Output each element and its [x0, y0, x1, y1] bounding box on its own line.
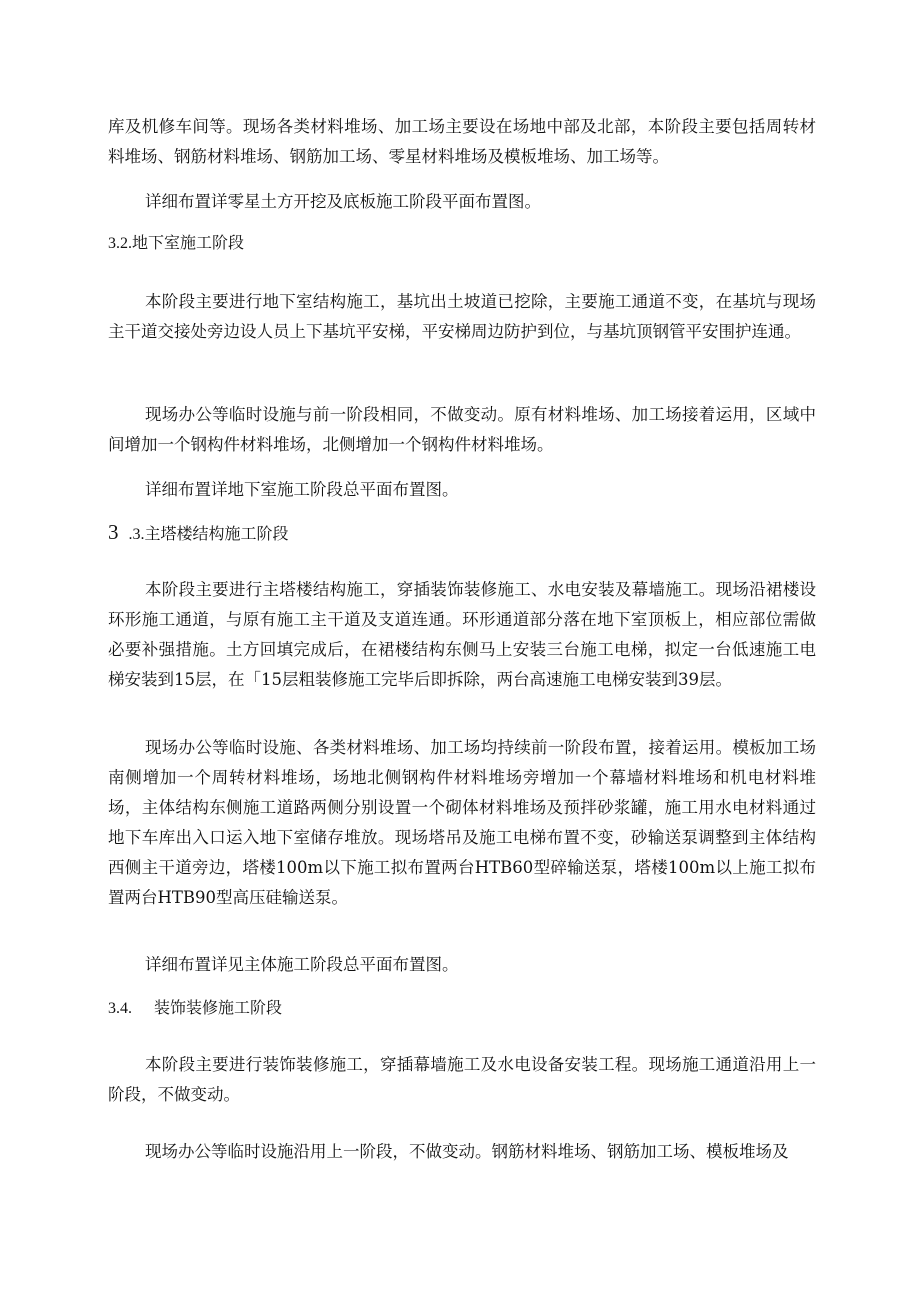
paragraph-10: 现场办公等临时设施沿用上一阶段，不做变动。钢筋材料堆场、钢筋加工场、模板堆场及: [145, 1142, 789, 1161]
paragraph-2: 详细布置详零星土方开挖及底板施工阶段平面布置图。: [145, 192, 541, 211]
paragraph-6: 本阶段主要进行主塔楼结构施工，穿插装饰装修施工、水电安装及幕墙施工。现场沿裙楼设环形施工通道，与原有施工主干道及支道连通。环形通道部分落在地下室顶板上，相应部位需做必要补强措施。土方回填完成后，在裙楼结构东侧马上安装三台施工电梯，拟定一台低速施工电梯安装到15层，在「15层粗装修施工完毕后即拆除，两台高速施工电梯安装到39层。: [108, 580, 816, 689]
heading-3-3-title: 主塔楼结构施工阶段: [144, 524, 289, 543]
heading-3-3-number: .3.: [128, 526, 145, 543]
paragraph-4: 现场办公等临时设施与前一阶段相同，不做变动。原有材料堆场、加工场接着运用，区域中间增加一个钢构件材料堆场，北侧增加一个钢构件材料堆场。: [108, 405, 816, 454]
heading-3-4-number: 3.4.: [108, 1000, 132, 1017]
paragraph-3: 本阶段主要进行地下室结构施工，基坑出土坡道已挖除，主要施工通道不变，在基坑与现场主干道交接处旁边设人员上下基坑平安梯，平安梯周边防护到位，与基坑顶钢管平安围护连通。: [108, 292, 816, 341]
paragraph-8: 详细布置详见主体施工阶段总平面布置图。: [145, 955, 459, 974]
heading-3-2-title: 地下室施工阶段: [132, 233, 245, 252]
heading-3-3: [108, 520, 289, 547]
paragraph-1: 库及机修车间等。现场各类材料堆场、加工场主要设在场地中部及北部，本阶段主要包括周转材料堆场、钢筋材料堆场、钢筋加工场、零星材料堆场及模板堆场、加工场等。: [108, 117, 816, 166]
paragraph-9: 本阶段主要进行装饰装修施工，穿插幕墙施工及水电设备安装工程。现场施工通道沿用上一阶段，不做变动。: [108, 1055, 816, 1104]
heading-3-4-title: 装饰装修施工阶段: [154, 998, 283, 1017]
paragraph-7: 现场办公等临时设施、各类材料堆场、加工场均持续前一阶段布置，接着运用。模板加工场南侧增加一个周转材料堆场，场地北侧钢构件材料堆场旁增加一个幕墙材料堆场和机电材料堆场，主体结构东侧施工道路两侧分别设置一个砌体材料堆场及预拌砂浆罐，施工用水电材料通过地下车库出入口运入地下室储存堆放。现场塔吊及施工电梯布置不变，砂输送泵调整到主体结构西侧主干道旁边，塔楼100m以下施工拟布置两台HTB60型碎输送泵，塔楼100m以上施工拟布置两台HTB90型高压硅输送泵。: [108, 738, 816, 907]
heading-3-2-number: 3.2.: [108, 235, 132, 252]
heading-3-4: [108, 996, 282, 1021]
heading-3-3-number-major: 3: [108, 520, 119, 544]
heading-3-2: [108, 231, 244, 256]
paragraph-5: 详细布置详地下室施工阶段总平面布置图。: [145, 480, 459, 499]
